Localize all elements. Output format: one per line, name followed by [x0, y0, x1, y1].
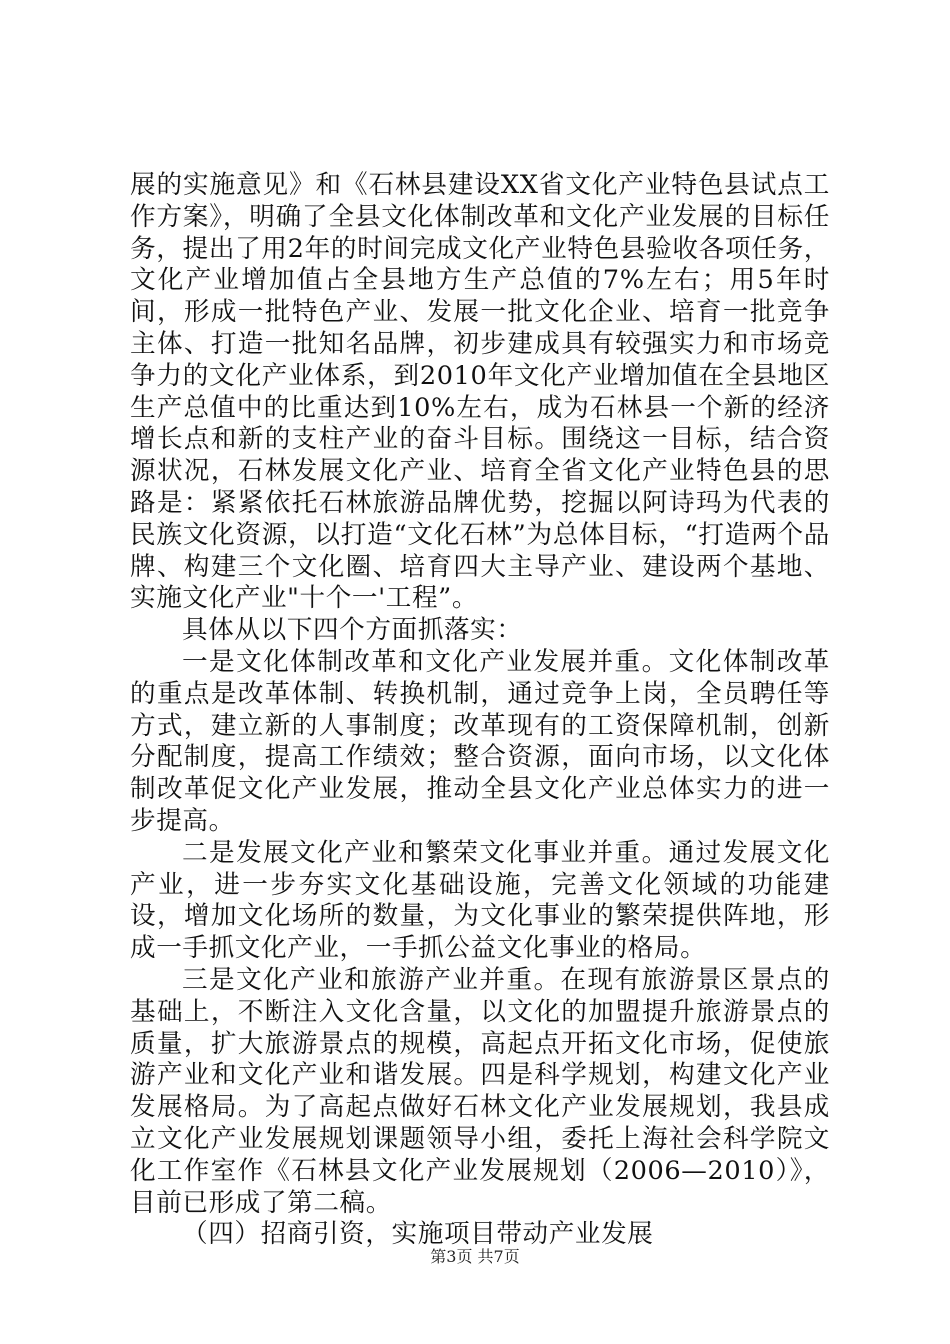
paragraph-goals: 展的实施意见》和《石林县建设XX省文化产业特色县试点工作方案》，明确了全县文化体制改革和文化产业发展的目标任务，提出了用2年的时间完成文化产业特色县验收各项任务，文化产业增加值占全县地方生产总值的7%左右；用5年时间，形成一批特色产业、发展一批文化企业、培育一批竞争主体、打造一批知名品牌，初步建成具有较强实力和市场竞争力的文化产业体系，到2010年文化产业增加值在全县地区生产总值中的比重达到10%左右，成为石林县一个新的经济增长点和新的支柱产业的奋斗目标。围绕这一目标，结合资源状况，石林发展文化产业、培育全省文化产业特色县的思路是：紧紧依托石林旅游品牌优势，挖掘以阿诗玛为代表的民族文化资源，以打造“文化石林”为总体目标，“打造两个品牌、构建三个文化圈、培育四大主导产业、建设两个基地、实施文化产业"十个一'工程”。	[130, 170, 830, 614]
paragraph-point-one: 一是文化体制改革和文化产业发展并重。文化体制改革的重点是改革体制、转换机制，通过竞争上岗，全员聘任等方式，建立新的人事制度；改革现有的工资保障机制，创新分配制度，提高工作绩效；整合资源，面向市场，以文化体制改革促文化产业发展，推动全县文化产业总体实力的进一步提高。	[130, 646, 830, 836]
section-heading: （四）招商引资，实施项目带动产业发展	[182, 1219, 654, 1250]
page-footer: 第3页 共7页	[430, 1247, 520, 1266]
paragraph-point-two: 二是发展文化产业和繁荣文化事业并重。通过发展文化产业，进一步夯实文化基础设施，完善文化领域的功能建设，增加文化场所的数量，为文化事业的繁荣提供阵地，形成一手抓文化产业，一手抓公益文化事业的格局。	[130, 837, 830, 964]
paragraph-point-three-four: 三是文化产业和旅游产业并重。在现有旅游景区景点的基础上，不断注入文化含量，以文化的加盟提升旅游景点的质量，扩大旅游景点的规模，高起点开拓文化市场，促使旅游产业和文化产业和谐发展。四是科学规划，构建文化产业发展格局。为了高起点做好石林文化产业发展规划，我县成立文化产业发展规划课题领导小组，委托上海社会科学院文化工作室作《石林县文化产业发展规划（2006—2010）》，目前已形成了第二稿。	[130, 964, 830, 1218]
paragraph-intro-four-aspects: 具体从以下四个方面抓落实：	[182, 615, 523, 646]
document-body	[130, 170, 830, 1251]
